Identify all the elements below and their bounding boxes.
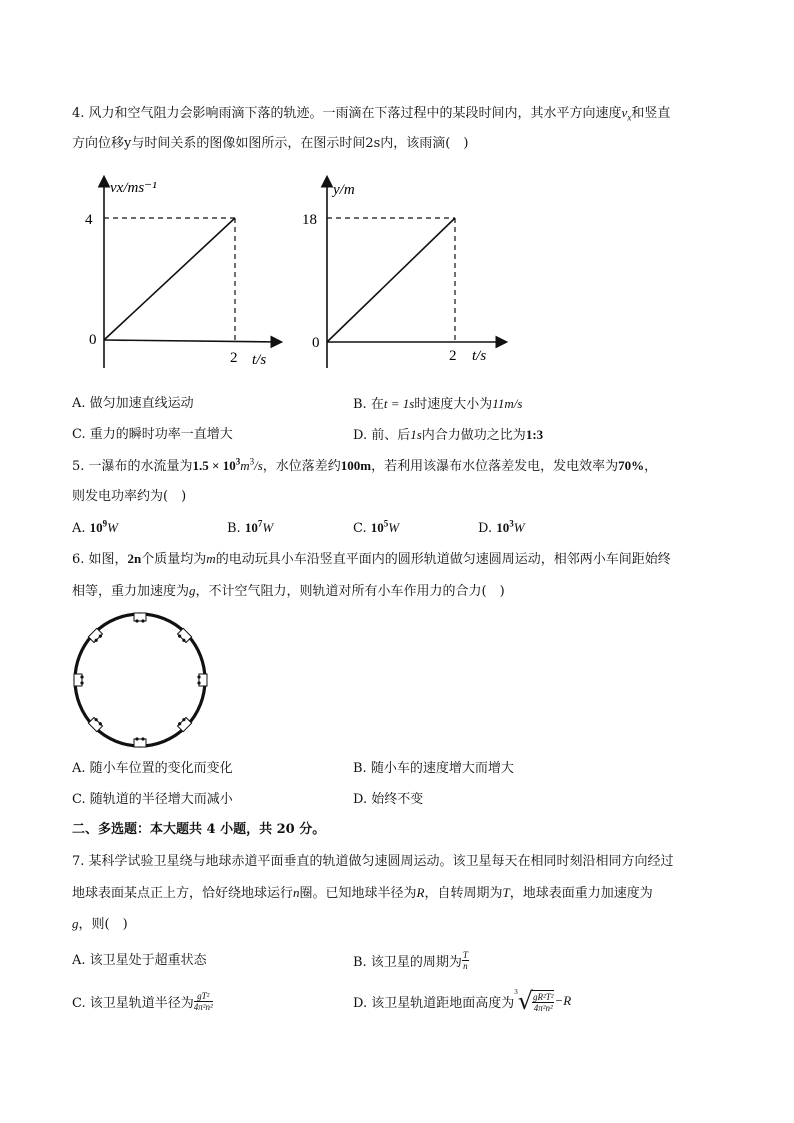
- q7-line3: [72, 917, 128, 931]
- q6-line1-c: 的电动玩具小车沿竖直平面内的圆形轨道做匀速圆周运动，相邻两小车间距始终: [215, 552, 671, 567]
- q5-option-a: [72, 518, 118, 536]
- q4-graph-vx: [80, 170, 290, 380]
- q6-car-top: [134, 613, 146, 623]
- q5-flow-unit-exp: 3: [249, 456, 255, 467]
- q5-option-d: [478, 518, 525, 536]
- graph2-data-line: [327, 218, 455, 342]
- q5-option-b-unit: W: [262, 520, 274, 535]
- graph1-x-axis: [104, 340, 280, 342]
- q4-option-b-mid: 时速度大小为: [414, 397, 493, 412]
- q5-flow-exp: 3: [235, 456, 241, 467]
- q7-line2: [72, 886, 653, 900]
- q6-option-b: B. 随小车的速度增大而增大: [353, 761, 514, 776]
- q5-option-b-label: B.: [227, 521, 245, 536]
- q4-vx-sub: x: [627, 112, 632, 123]
- q5-option-b: [227, 518, 274, 536]
- q6-n2: 2n: [127, 551, 142, 566]
- q4-option-d-ratio: 1:3: [525, 427, 544, 442]
- q5-efficiency: 70%: [618, 458, 645, 473]
- q7-option-b: [353, 945, 469, 975]
- q4-option-d-prefix: D. 前、后: [353, 428, 411, 443]
- q5-option-d-base: 10: [496, 520, 510, 535]
- graph1-origin: 0: [89, 332, 97, 348]
- graph2-ytick: 18: [302, 212, 317, 228]
- q5-option-a-unit: W: [107, 520, 118, 535]
- q5-flow: 1.5 × 10: [192, 458, 236, 473]
- q7-t: T: [502, 885, 510, 900]
- section-2-heading: 二、多选题：本大题共 4 小题，共 20 分。: [72, 822, 326, 837]
- q6-car-bottom-right: [176, 716, 191, 731]
- q5-option-c-exp: 5: [383, 518, 389, 529]
- q7-option-c-num: gT²: [194, 991, 213, 1002]
- q7-r: R: [416, 885, 425, 900]
- q7-n: n: [293, 885, 300, 900]
- q6-option-d: D. 始终不变: [353, 792, 424, 807]
- graph1-ylabel: vx/ms⁻¹: [110, 180, 157, 196]
- q7-option-d-text: D. 该卫星轨道距地面高度为: [353, 995, 515, 1011]
- q7-option-c: [72, 985, 213, 1017]
- q5-option-d-exp: 3: [509, 518, 514, 529]
- q7-option-d-fraction: [532, 990, 554, 1013]
- q7-option-b-fraction: [462, 950, 469, 971]
- q5-line1-d: ，: [644, 459, 658, 474]
- q5-line1-c: ，若利用该瀑布水位落差发电，发电效率为: [371, 459, 619, 474]
- q7-line3-tail: ，则( ): [78, 917, 128, 932]
- q5-line2: 则发电功率约为( ): [72, 489, 187, 504]
- q5-flow-unit: m: [240, 458, 250, 473]
- q6-car-bottom: [134, 737, 146, 747]
- graph2-ylabel: y/m: [333, 182, 355, 198]
- q7-option-a: A. 该卫星处于超重状态: [72, 953, 207, 968]
- q6-line2-b: ，不计空气阻力，则轨道对所有小车作用力的合力( ): [195, 584, 505, 599]
- graph2-xlabel: t/s: [472, 348, 487, 364]
- q4-line1-text: 4. 风力和空气阻力会影响雨滴下落的轨迹。一雨滴在下落过程中的某段时间内，其水平方向速度: [72, 106, 622, 121]
- q4-vx-symbol: v: [621, 105, 628, 120]
- q5-option-d-label: D.: [478, 521, 497, 536]
- q6-option-a: A. 随小车位置的变化而变化: [72, 761, 233, 776]
- q5-height: 100m: [340, 458, 372, 473]
- q5-line1-a: 5. 一瀑布的水流量为: [72, 459, 193, 474]
- q4-option-b-math: t = 1s: [383, 396, 415, 411]
- q7-option-d-num: gR²T²: [533, 991, 554, 1002]
- q7-option-d: D. 该卫星轨道距地面高度为 3 √ $\frac{\text{gR²T²}}{\text{4π²n²}}$ −R: [353, 987, 572, 1015]
- q5-line1: [72, 456, 658, 474]
- q5-option-b-base: 10: [244, 520, 258, 535]
- graph1-ytick: 4: [85, 212, 93, 228]
- q4-option-d-suffix: 内合力做功之比为: [421, 428, 526, 443]
- q4-option-d-math: 1s: [410, 427, 422, 442]
- q7-option-d-tail: −R: [554, 993, 572, 1008]
- graph2-origin: 0: [312, 335, 320, 351]
- q4-option-b-value: 11m/s: [492, 396, 523, 411]
- graph1-xtick: 2: [230, 350, 238, 366]
- q7-g: g: [72, 916, 79, 931]
- graph2-xtick: 2: [449, 348, 457, 364]
- q7-option-b-num: T: [462, 949, 468, 960]
- q6-line1-b: 个质量均为: [141, 552, 207, 567]
- q7-option-d-radical-icon: √: [517, 987, 534, 1015]
- q5-option-a-label: A.: [72, 521, 90, 536]
- q6-g: g: [189, 583, 196, 598]
- q7-line2-d: ，地球表面重力加速度为: [509, 886, 653, 901]
- q7-option-c-den: 4π²n²: [193, 1001, 213, 1012]
- q6-line1-a: 6. 如图，: [72, 552, 128, 567]
- q5-option-c-label: C.: [353, 521, 371, 536]
- q5-option-c: [353, 518, 400, 536]
- graph1-xlabel: t/s: [252, 352, 267, 368]
- q7-line2-c: ，自转周期为: [424, 886, 503, 901]
- q5-line1-b: ，水位落差约: [262, 459, 341, 474]
- q7-line1: 7. 某科学试验卫星绕与地球赤道平面垂直的轨道做匀速圆周运动。该卫星每天在相同时刻沿相同方向经过: [72, 854, 674, 869]
- q6-line2-a: 相等，重力加速度为: [72, 584, 190, 599]
- q5-flow-unit-tail: /s: [254, 458, 263, 473]
- q6-circular-track-figure: [70, 608, 220, 753]
- q5-option-d-unit: W: [513, 520, 525, 535]
- q5-option-c-base: 10: [370, 520, 384, 535]
- q6-car-bottom-left: [88, 716, 103, 731]
- q5-option-b-exp: 7: [257, 518, 263, 529]
- q6-car-top-right: [176, 628, 191, 643]
- q7-line2-a: 地球表面某点正上方，恰好绕地球运行: [72, 886, 294, 901]
- q7-option-b-text: B. 该卫星的周期为: [353, 954, 462, 970]
- q4-option-d: [353, 428, 543, 442]
- q5-option-a-base: 10: [89, 520, 103, 535]
- q5-option-a-exp: 9: [102, 518, 108, 529]
- q6-m: m: [206, 551, 216, 566]
- q6-car-left: [74, 674, 84, 686]
- q6-option-c: C. 随轨道的半径增大而减小: [72, 792, 233, 807]
- q7-option-c-text: C. 该卫星轨道半径为: [72, 995, 194, 1011]
- q4-option-b-prefix: B. 在: [353, 397, 384, 412]
- q7-option-b-den: n: [463, 960, 468, 971]
- q7-option-d-den: 4π²n²: [533, 1002, 553, 1013]
- q7-line2-b: 圈。已知地球半径为: [299, 886, 417, 901]
- q6-car-right: [197, 674, 207, 686]
- graph1-data-line: [104, 218, 235, 340]
- q4-option-b: [353, 397, 522, 411]
- q6-line2: [72, 584, 505, 598]
- q4-line1-tail: 和竖直: [631, 106, 671, 121]
- q6-car-top-left: [88, 628, 103, 643]
- q4-graph-y: [300, 170, 515, 380]
- q4-option-c: C. 重力的瞬时功率一直增大: [72, 427, 233, 442]
- q7-option-c-fraction: [194, 991, 213, 1012]
- q4-line2: 方向位移y与时间关系的图像如图所示，在图示时间2s内，该雨滴( ): [72, 136, 469, 151]
- q4-line1: [72, 105, 671, 123]
- q4-option-a: A. 做匀加速直线运动: [72, 396, 194, 411]
- q6-line1: [72, 552, 671, 566]
- q5-option-c-unit: W: [388, 520, 400, 535]
